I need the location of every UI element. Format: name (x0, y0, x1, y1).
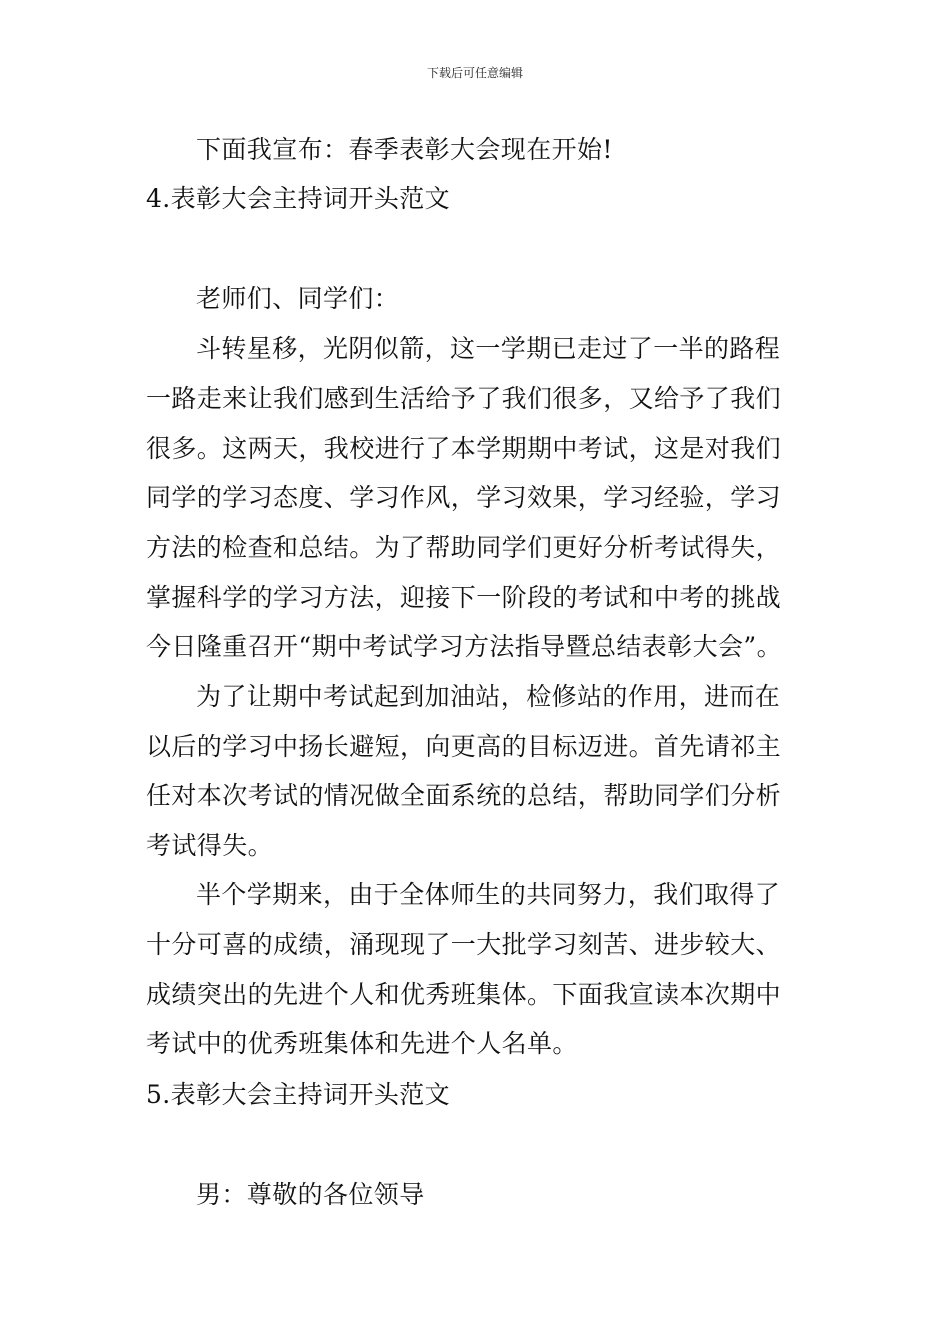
paragraph-line: 以后的学习中扬长避短，向更高的目标迈进。首先请祁主 (146, 732, 782, 761)
announcement-line: 下面我宣布：春季表彰大会现在开始! (196, 135, 613, 164)
paragraph-line: 考试中的优秀班集体和先进个人名单。 (146, 1029, 578, 1058)
section-heading-4: 4.表彰大会主持词开头范文 (146, 184, 451, 213)
paragraph-line: 考试得失。 (146, 831, 274, 860)
paragraph-line: 为了让期中考试起到加油站，检修站的作用，进而在 (196, 682, 781, 711)
paragraph-line: 今日隆重召开“期中考试学习方法指导暨总结表彰大会”。 (146, 632, 782, 661)
paragraph-line: 斗转星移，光阴似箭，这一学期已走过了一半的路程 (196, 334, 781, 363)
paragraph-line: 掌握科学的学习方法，迎接下一阶段的考试和中考的挑战 (146, 583, 782, 612)
speaker-line: 男：尊敬的各位领导 (196, 1180, 425, 1209)
paragraph-line: 成绩突出的先进个人和优秀班集体。下面我宣读本次期中 (146, 980, 782, 1009)
paragraph-line: 很多。这两天，我校进行了本学期期中考试，这是对我们 (146, 434, 782, 463)
paragraph-line: 十分可喜的成绩，涌现现了一大批学习刻苦、进步较大、 (146, 930, 782, 959)
paragraph-line: 任对本次考试的情况做全面系统的总结，帮助同学们分析 (146, 781, 782, 810)
section-heading-5: 5.表彰大会主持词开头范文 (146, 1080, 451, 1109)
salutation: 老师们、同学们： (196, 284, 400, 313)
paragraph-line: 半个学期来，由于全体师生的共同努力，我们取得了 (196, 880, 781, 909)
paragraph-line: 一路走来让我们感到生活给予了我们很多，又给予了我们 (146, 384, 782, 413)
paragraph-line: 方法的检查和总结。为了帮助同学们更好分析考试得失， (146, 533, 782, 562)
paragraph-line: 同学的学习态度、学习作风，学习效果，学习经验，学习 (146, 483, 782, 512)
page-header: 下载后可任意编辑 (426, 66, 523, 80)
